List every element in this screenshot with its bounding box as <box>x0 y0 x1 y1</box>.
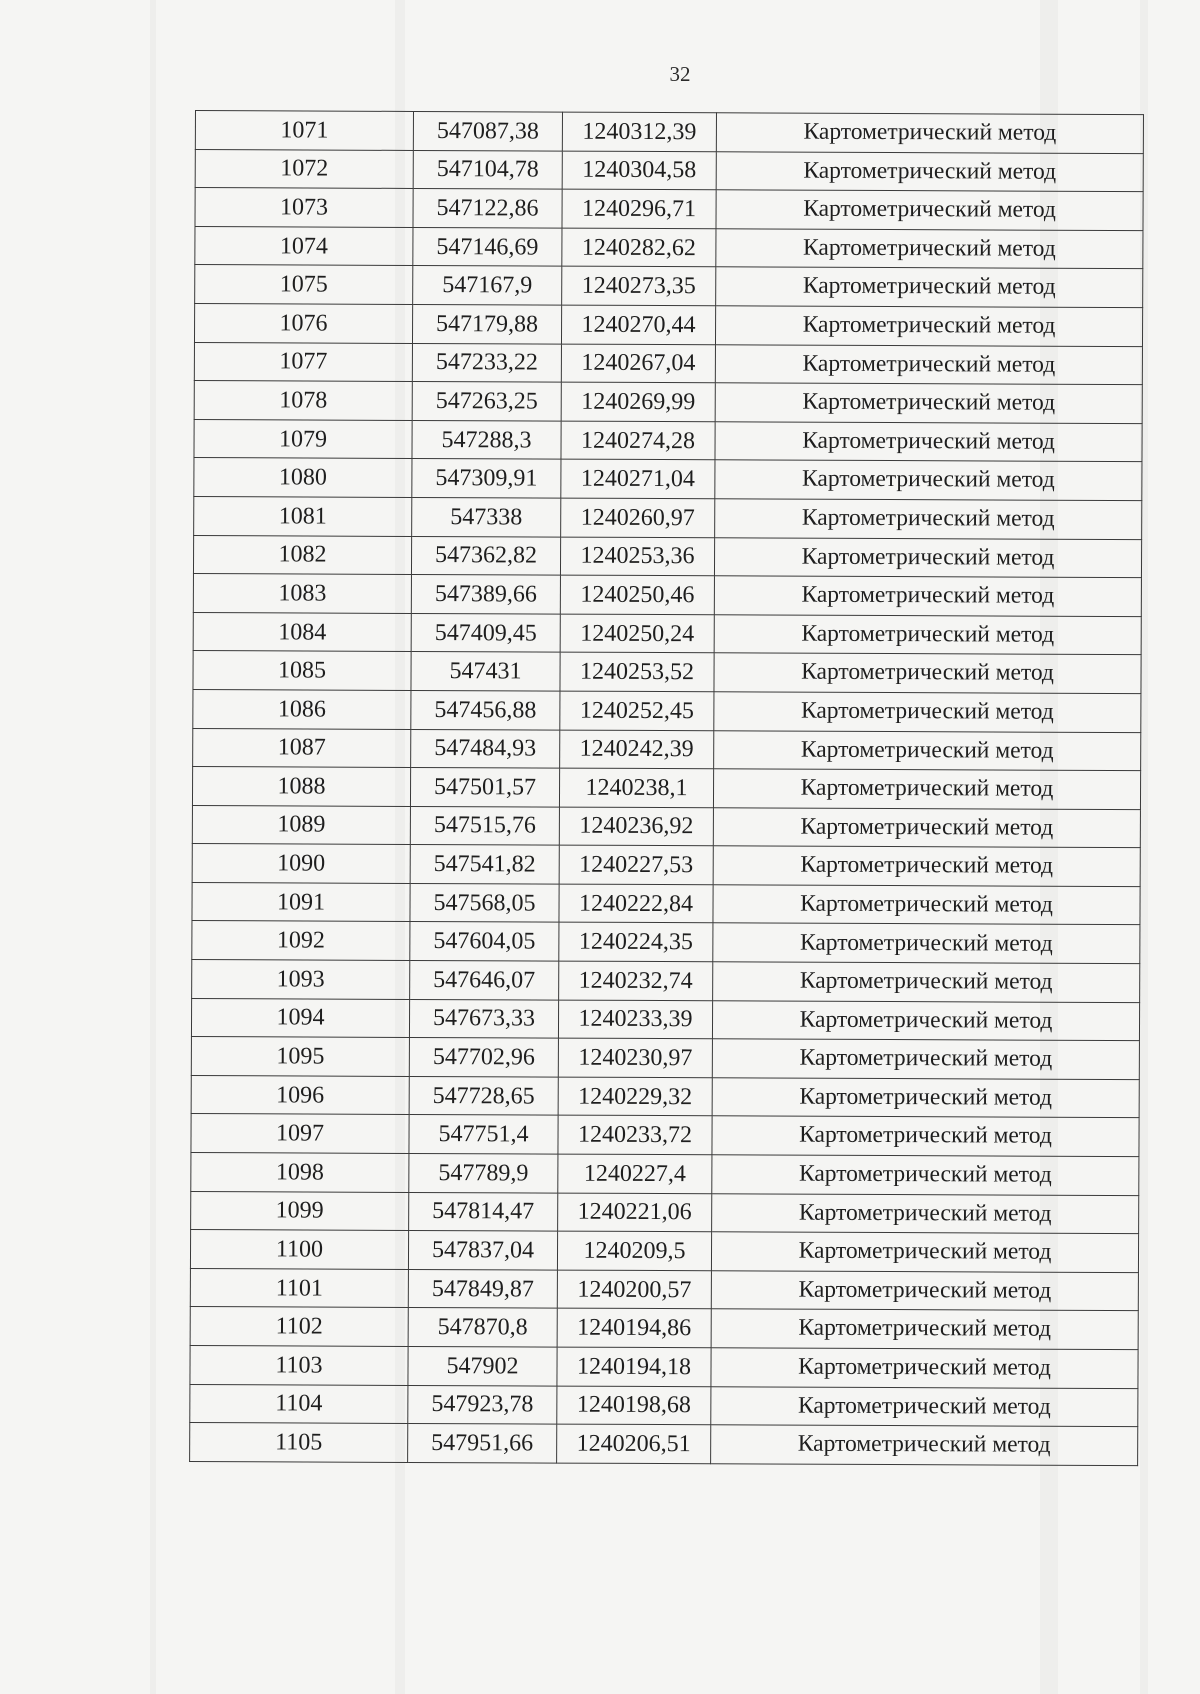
x-coordinate-cell: 547104,78 <box>413 150 562 189</box>
table-row <box>193 535 1141 578</box>
method-cell: Картометрический метод <box>716 151 1143 191</box>
point-number-cell: 1078 <box>194 381 412 421</box>
x-coordinate-cell: 547409,45 <box>411 613 560 652</box>
method-cell: Картометрический метод <box>713 923 1140 963</box>
y-coordinate-cell: 1240209,5 <box>557 1231 711 1270</box>
method-cell: Картометрический метод <box>716 190 1143 230</box>
point-number-cell: 1075 <box>195 265 413 305</box>
method-cell: Картометрический метод <box>712 1078 1139 1118</box>
point-number-cell: 1091 <box>192 882 410 922</box>
x-coordinate-cell: 547179,88 <box>412 304 561 343</box>
y-coordinate-cell: 1240253,36 <box>560 537 714 576</box>
y-coordinate-cell: 1240250,24 <box>560 614 714 653</box>
table-row <box>190 1345 1138 1388</box>
x-coordinate-cell: 547362,82 <box>411 536 560 575</box>
method-cell: Картометрический метод <box>714 730 1141 770</box>
table-row <box>192 767 1140 810</box>
x-coordinate-cell: 547263,25 <box>412 382 561 421</box>
point-number-cell: 1082 <box>193 535 411 575</box>
method-cell: Картометрический метод <box>713 962 1140 1002</box>
y-coordinate-cell: 1240206,51 <box>557 1424 711 1463</box>
table-row <box>193 728 1141 771</box>
point-number-cell: 1073 <box>195 188 413 228</box>
method-cell: Картометрический метод <box>715 306 1142 346</box>
table-row <box>194 303 1142 346</box>
y-coordinate-cell: 1240227,53 <box>559 845 713 884</box>
y-coordinate-cell: 1240222,84 <box>559 884 713 923</box>
x-coordinate-cell: 547702,96 <box>409 1038 558 1077</box>
x-coordinate-cell: 547515,76 <box>410 806 559 845</box>
table-row <box>190 1268 1138 1311</box>
table-row <box>193 689 1141 732</box>
y-coordinate-cell: 1240233,72 <box>558 1116 712 1155</box>
y-coordinate-cell: 1240224,35 <box>559 923 713 962</box>
point-number-cell: 1096 <box>191 1075 409 1115</box>
point-number-cell: 1095 <box>191 1037 409 1077</box>
point-number-cell: 1090 <box>192 844 410 884</box>
point-number-cell: 1081 <box>194 496 412 536</box>
scan-streak <box>150 0 156 1694</box>
point-number-cell: 1074 <box>195 226 413 266</box>
point-number-cell: 1098 <box>191 1153 409 1193</box>
point-number-cell: 1077 <box>194 342 412 382</box>
method-cell: Картометрический метод <box>711 1309 1138 1349</box>
y-coordinate-cell: 1240194,18 <box>557 1347 711 1386</box>
method-cell: Картометрический метод <box>714 537 1141 577</box>
point-number-cell: 1105 <box>190 1423 408 1463</box>
x-coordinate-cell: 547951,66 <box>408 1424 557 1463</box>
table-row <box>191 1153 1139 1196</box>
x-coordinate-cell: 547146,69 <box>413 227 562 266</box>
x-coordinate-cell: 547389,66 <box>411 575 560 614</box>
table-row <box>195 149 1143 192</box>
method-cell: Картометрический метод <box>711 1271 1138 1311</box>
method-cell: Картометрический метод <box>713 885 1140 925</box>
table-row <box>195 226 1143 269</box>
x-coordinate-cell: 547122,86 <box>413 189 562 228</box>
y-coordinate-cell: 1240296,71 <box>562 189 716 228</box>
method-cell: Картометрический метод <box>715 422 1142 462</box>
method-cell: Картометрический метод <box>713 807 1140 847</box>
point-number-cell: 1089 <box>192 805 410 845</box>
y-coordinate-cell: 1240273,35 <box>562 266 716 305</box>
x-coordinate-cell: 547233,22 <box>412 343 561 382</box>
method-cell: Картометрический метод <box>712 1116 1139 1156</box>
x-coordinate-cell: 547288,3 <box>412 420 561 459</box>
table-row <box>195 188 1143 231</box>
point-number-cell: 1104 <box>190 1384 408 1424</box>
x-coordinate-cell: 547789,9 <box>409 1153 558 1192</box>
point-number-cell: 1071 <box>195 111 413 151</box>
method-cell: Картометрический метод <box>714 653 1141 693</box>
x-coordinate-cell: 547309,91 <box>412 459 561 498</box>
method-cell: Картометрический метод <box>714 692 1141 732</box>
x-coordinate-cell: 547568,05 <box>410 883 559 922</box>
y-coordinate-cell: 1240250,46 <box>560 575 714 614</box>
table-row <box>192 844 1140 887</box>
point-number-cell: 1088 <box>192 767 410 807</box>
table-row <box>195 111 1143 154</box>
point-number-cell: 1080 <box>194 458 412 498</box>
x-coordinate-cell: 547456,88 <box>411 690 560 729</box>
table-row <box>193 574 1141 617</box>
table-row <box>192 960 1140 1003</box>
x-coordinate-cell: 547431 <box>411 652 560 691</box>
table-row <box>195 265 1143 308</box>
y-coordinate-cell: 1240304,58 <box>562 151 716 190</box>
y-coordinate-cell: 1240232,74 <box>559 961 713 1000</box>
point-number-cell: 1076 <box>194 303 412 343</box>
table-row <box>191 1037 1139 1080</box>
x-coordinate-cell: 547484,93 <box>411 729 560 768</box>
y-coordinate-cell: 1240242,39 <box>560 730 714 769</box>
y-coordinate-cell: 1240252,45 <box>560 691 714 730</box>
method-cell: Картометрический метод <box>712 1039 1139 1079</box>
point-number-cell: 1102 <box>190 1307 408 1347</box>
y-coordinate-cell: 1240221,06 <box>558 1193 712 1232</box>
y-coordinate-cell: 1240227,4 <box>558 1154 712 1193</box>
x-coordinate-cell: 547728,65 <box>409 1076 558 1115</box>
table-row <box>194 342 1142 385</box>
point-number-cell: 1084 <box>193 612 411 652</box>
point-number-cell: 1083 <box>193 574 411 614</box>
x-coordinate-cell: 547604,05 <box>410 922 559 961</box>
method-cell: Картометрический метод <box>711 1348 1138 1388</box>
table-row <box>191 1114 1139 1157</box>
y-coordinate-cell: 1240312,39 <box>562 112 716 151</box>
y-coordinate-cell: 1240269,99 <box>561 382 715 421</box>
method-cell: Картометрический метод <box>711 1232 1138 1272</box>
x-coordinate-cell: 547167,9 <box>413 266 562 305</box>
x-coordinate-cell: 547870,8 <box>408 1308 557 1347</box>
x-coordinate-cell: 547849,87 <box>408 1269 557 1308</box>
method-cell: Картометрический метод <box>715 344 1142 384</box>
method-cell: Картометрический метод <box>712 1000 1139 1040</box>
table-row <box>190 1230 1138 1273</box>
table-row <box>193 612 1141 655</box>
table-row <box>190 1384 1138 1427</box>
table-row <box>191 998 1139 1041</box>
method-cell: Картометрический метод <box>716 267 1143 307</box>
method-cell: Картометрический метод <box>712 1193 1139 1233</box>
table-row <box>193 651 1141 694</box>
point-number-cell: 1072 <box>195 149 413 189</box>
y-coordinate-cell: 1240267,04 <box>561 344 715 383</box>
table-row <box>191 1191 1139 1234</box>
method-cell: Картометрический метод <box>716 113 1143 153</box>
point-number-cell: 1079 <box>194 419 412 459</box>
table-row <box>190 1307 1138 1350</box>
y-coordinate-cell: 1240200,57 <box>557 1270 711 1309</box>
method-cell: Картометрический метод <box>715 499 1142 539</box>
x-coordinate-cell: 547837,04 <box>408 1231 557 1270</box>
point-number-cell: 1094 <box>191 998 409 1038</box>
x-coordinate-cell: 547751,4 <box>409 1115 558 1154</box>
method-cell: Картометрический метод <box>711 1386 1138 1426</box>
x-coordinate-cell: 547087,38 <box>413 111 562 150</box>
point-number-cell: 1099 <box>191 1191 409 1231</box>
method-cell: Картометрический метод <box>713 846 1140 886</box>
table-row <box>194 381 1142 424</box>
method-cell: Картометрический метод <box>715 383 1142 423</box>
x-coordinate-cell: 547902 <box>408 1346 557 1385</box>
y-coordinate-cell: 1240233,39 <box>558 1000 712 1039</box>
y-coordinate-cell: 1240274,28 <box>561 421 715 460</box>
table-row <box>194 458 1142 501</box>
point-number-cell: 1093 <box>192 960 410 1000</box>
table-row <box>192 805 1140 848</box>
method-cell: Картометрический метод <box>711 1425 1138 1465</box>
method-cell: Картометрический метод <box>714 576 1141 616</box>
y-coordinate-cell: 1240260,97 <box>561 498 715 537</box>
coordinates-table <box>189 110 1144 1466</box>
x-coordinate-cell: 547338 <box>412 497 561 536</box>
y-coordinate-cell: 1240253,52 <box>560 652 714 691</box>
table-row <box>190 1423 1138 1466</box>
point-number-cell: 1097 <box>191 1114 409 1154</box>
y-coordinate-cell: 1240238,1 <box>559 768 713 807</box>
y-coordinate-cell: 1240198,68 <box>557 1386 711 1425</box>
x-coordinate-cell: 547501,57 <box>410 768 559 807</box>
point-number-cell: 1086 <box>193 689 411 729</box>
x-coordinate-cell: 547541,82 <box>410 845 559 884</box>
y-coordinate-cell: 1240282,62 <box>562 228 716 267</box>
coordinates-table-body <box>190 111 1144 1466</box>
y-coordinate-cell: 1240271,04 <box>561 459 715 498</box>
method-cell: Картометрический метод <box>712 1155 1139 1195</box>
method-cell: Картометрический метод <box>716 229 1143 269</box>
point-number-cell: 1100 <box>190 1230 408 1270</box>
table-row <box>194 496 1142 539</box>
point-number-cell: 1085 <box>193 651 411 691</box>
table-row <box>194 419 1142 462</box>
y-coordinate-cell: 1240270,44 <box>561 305 715 344</box>
y-coordinate-cell: 1240230,97 <box>558 1038 712 1077</box>
table-row <box>192 921 1140 964</box>
point-number-cell: 1103 <box>190 1345 408 1385</box>
table-row <box>192 882 1140 925</box>
y-coordinate-cell: 1240229,32 <box>558 1077 712 1116</box>
method-cell: Картометрический метод <box>715 460 1142 500</box>
method-cell: Картометрический метод <box>713 769 1140 809</box>
y-coordinate-cell: 1240236,92 <box>559 807 713 846</box>
x-coordinate-cell: 547923,78 <box>408 1385 557 1424</box>
y-coordinate-cell: 1240194,86 <box>557 1308 711 1347</box>
point-number-cell: 1101 <box>190 1268 408 1308</box>
method-cell: Картометрический метод <box>714 614 1141 654</box>
x-coordinate-cell: 547814,47 <box>409 1192 558 1231</box>
x-coordinate-cell: 547673,33 <box>409 999 558 1038</box>
table-row <box>191 1075 1139 1118</box>
point-number-cell: 1087 <box>193 728 411 768</box>
page-number: 32 <box>669 62 691 86</box>
point-number-cell: 1092 <box>192 921 410 961</box>
x-coordinate-cell: 547646,07 <box>410 961 559 1000</box>
